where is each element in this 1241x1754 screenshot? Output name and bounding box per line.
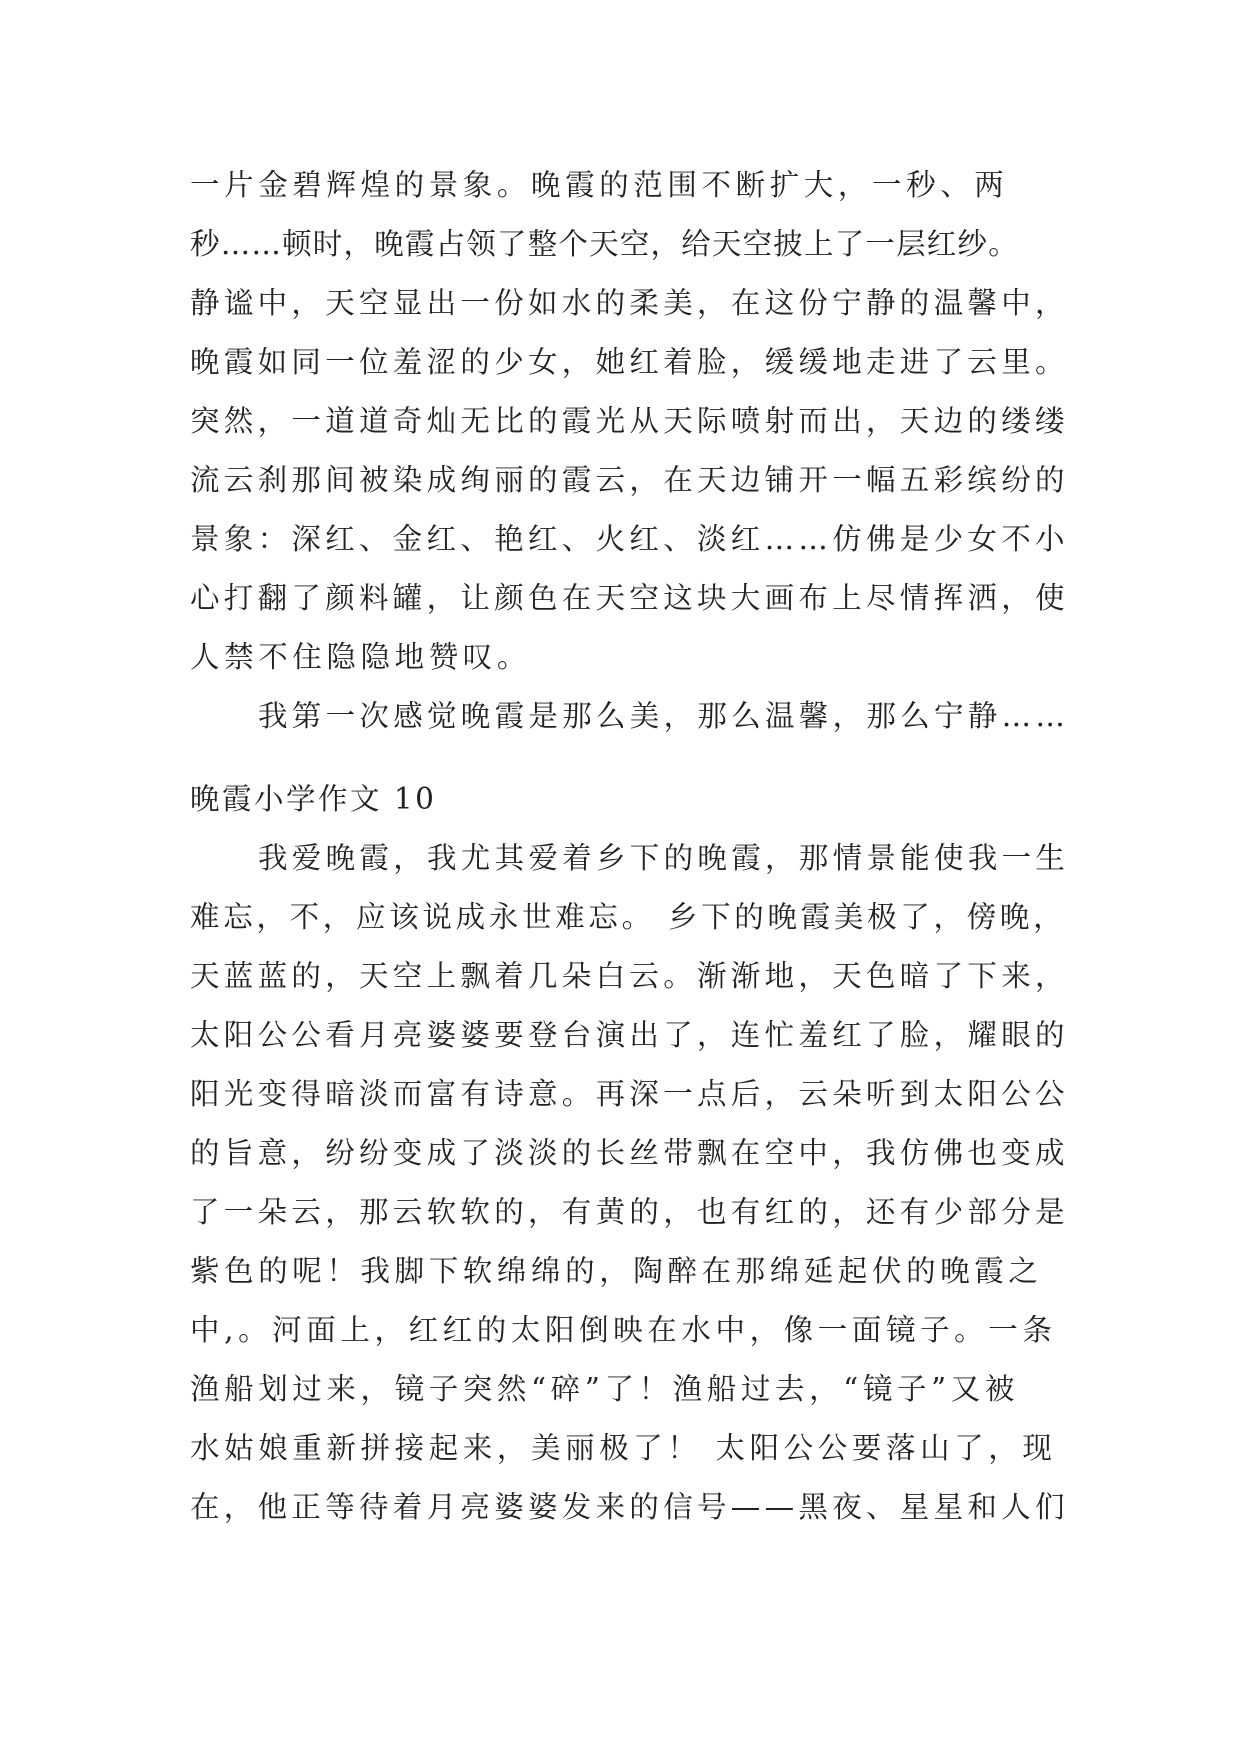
paragraph-line: 紫色的呢！我脚下软绵绵的，陶醉在那绵延起伏的晚霞之 <box>190 1254 1043 1288</box>
section-2-body <box>190 829 1070 1537</box>
closing-paragraph: 我第一次感觉晚霞是那么美，那么温馨，那么宁静…… <box>258 699 1070 733</box>
paragraph-line: 心打翻了颜料罐，让颜色在天空这块大画布上尽情挥洒，使 <box>190 581 1069 615</box>
paragraph-line: 我爱晚霞，我尤其爱着乡下的晚霞，那情景能使我一生 <box>258 841 1070 875</box>
paragraph-line: 太阳公公看月亮婆婆要登台演出了，连忙羞红了脸，耀眼的 <box>190 1018 1069 1052</box>
paragraph-line: 渔船划过来，镜子突然“碎”了！渔船过去，“镜子”又被 <box>190 1372 1019 1406</box>
paragraph-line: 一片金碧辉煌的景象。晚霞的范围不断扩大，一秒、两 <box>190 168 1009 202</box>
paragraph-line: 在，他正等待着月亮婆婆发来的信号——黑夜、星星和人们 <box>190 1490 1069 1524</box>
paragraph-line: 阳光变得暗淡而富有诗意。再深一点后，云朵听到太阳公公 <box>190 1077 1069 1111</box>
section-1-body <box>190 156 1070 746</box>
paragraph-line: 天蓝蓝的，天空上飘着几朵白云。渐渐地，天色暗了下来， <box>190 959 1069 993</box>
paragraph-line: 突然，一道道奇灿无比的霞光从天际喷射而出，天边的缕缕 <box>190 404 1069 438</box>
paragraph-line: 晚霞如同一位羞涩的少女，她红着脸，缓缓地走进了云里。 <box>190 345 1069 379</box>
section-heading: 晚霞小学作文 10 <box>190 782 437 816</box>
paragraph-line: 中,。河面上，红红的太阳倒映在水中，像一面镜子。一条 <box>190 1313 1057 1347</box>
paragraph-line: 静谧中，天空显出一份如水的柔美，在这份宁静的温馨中， <box>190 286 1069 320</box>
paragraph-line: 的旨意，纷纷变成了淡淡的长丝带飘在空中，我仿佛也变成 <box>190 1136 1069 1170</box>
paragraph-line: 景象：深红、金红、艳红、火红、淡红……仿佛是少女不小 <box>190 522 1069 556</box>
paragraph-line: 难忘，不，应该说成永世难忘。 乡下的晚霞美极了，傍晚， <box>190 900 1067 934</box>
paragraph-line: 流云刹那间被染成绚丽的霞云，在天边铺开一幅五彩缤纷的 <box>190 463 1069 497</box>
paragraph-line: 水姑娘重新拼接起来，美丽极了！ 太阳公公要落山了，现 <box>190 1431 1057 1465</box>
paragraph-line: 秒……顿时，晚霞占领了整个天空，给天空披上了一层红纱。 <box>190 227 1019 261</box>
paragraph-line: 了一朵云，那云软软的，有黄的，也有红的，还有少部分是 <box>190 1195 1069 1229</box>
paragraph-line: 人禁不住隐隐地赞叹。 <box>190 640 532 674</box>
